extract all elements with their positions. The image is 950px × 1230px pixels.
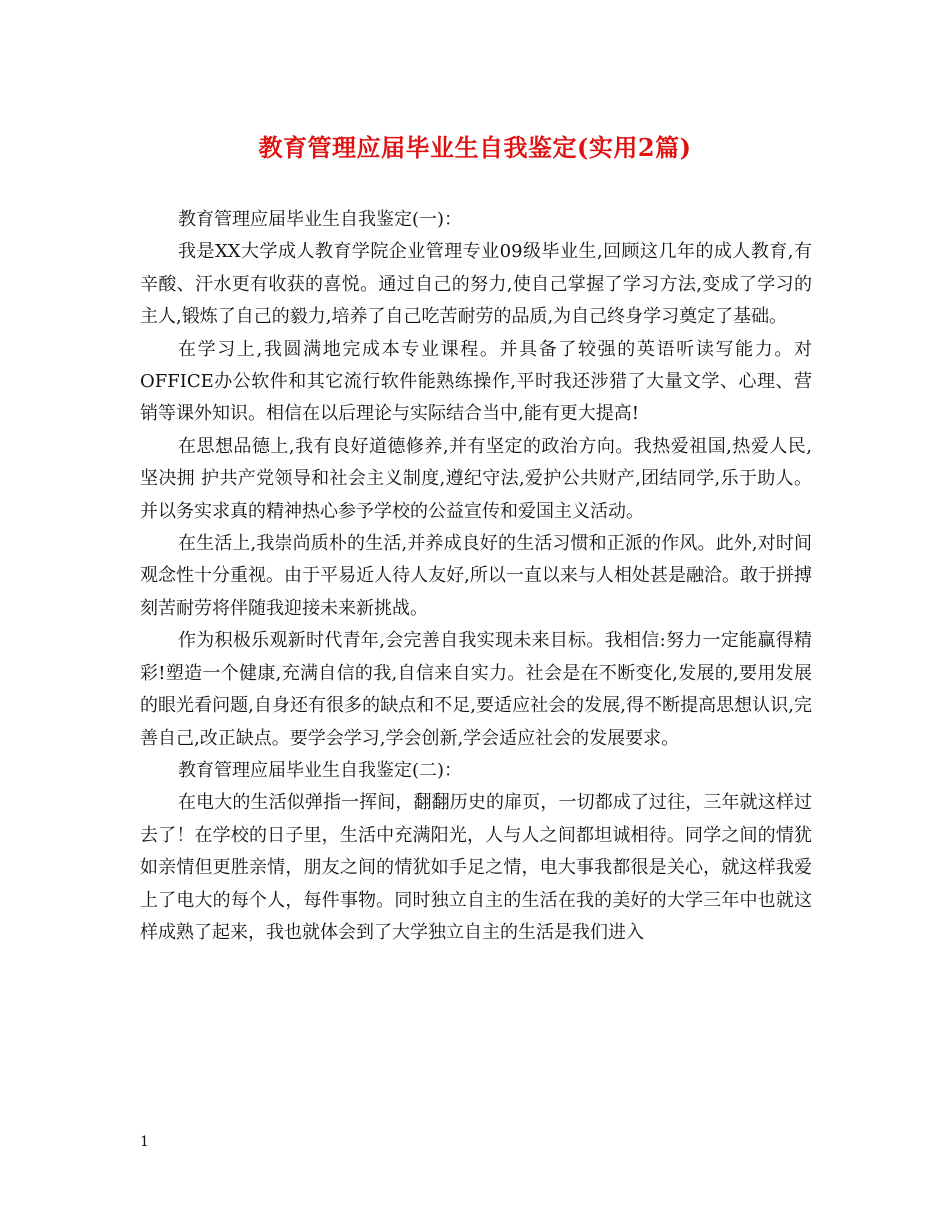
section-heading-2: 教育管理应届毕业生自我鉴定(二)： — [178, 759, 463, 781]
page-number: 1 — [140, 1134, 149, 1150]
document-title: 教育管理应届毕业生自我鉴定(实用2篇) — [258, 133, 692, 162]
paragraph-future: 作为积极乐观新时代青年,会完善自我实现未来目标。我相信:努力一定能赢得精彩!塑造一个健康,充满自信的我,自信来自实力。社会是在不断变化,发展的,要用发展的眼光看问题,自身还有很多的缺点和不足,要适应社会的发展,得不断提高思想认识,完善自己,改正缺点。要学会学习,学会创新,学会适应社会的发展要求。 — [140, 630, 812, 749]
paragraph-life: 在生活上,我崇尚质朴的生活,并养成良好的生活习惯和正派的作风。此外,对时间观念性十分重视。由于平易近人待人友好,所以一直以来与人相处甚是融洽。敢于拼搏刻苦耐劳将伴随我迎接未来新挑战。 — [140, 533, 812, 619]
paragraph-morality: 在思想品德上,我有良好道德修养,并有坚定的政治方向。我热爱祖国,热爱人民,坚决拥 护共产党领导和社会主义制度,遵纪守法,爱护公共财产,团结同学,乐于助人。并以务实求真的精神热心参予学校的公益宣传和爱国主义活动。 — [140, 435, 812, 522]
document-body — [140, 204, 812, 949]
paragraph-university-life: 在电大的生活似弹指一挥间，翻翻历史的扉页，一切都成了过往，三年就这样过去了！在学校的日子里，生活中充满阳光，人与人之间都坦诚相待。同学之间的情犹如亲情但更胜亲情，朋友之间的情犹如手足之情，电大事我都很是关心，就这样我爱上了电大的每个人，每件事物。同时独立自主的生活在我的美好的大学三年中也就这样成熟了起来，我也就体会到了大学独立自主的生活是我们进入 — [140, 792, 812, 943]
section-heading-1: 教育管理应届毕业生自我鉴定(一)： — [178, 209, 463, 230]
paragraph-study: 在学习上,我圆满地完成本专业课程。并具备了较强的英语听读写能力。对OFFICE办公软件和其它流行软件能熟练操作,平时我还涉猎了大量文学、心理、营销等课外知识。相信在以后理论与实际结合当中,能有更大提高! — [140, 338, 812, 425]
paragraph-intro: 我是XX大学成人教育学院企业管理专业09级毕业生,回顾这几年的成人教育,有辛酸、汗水更有收获的喜悦。通过自己的努力,使自己掌握了学习方法,变成了学习的主人,锻炼了自己的毅力,培养了自己吃苦耐劳的品质,为自己终身学习奠定了基础。 — [140, 241, 812, 328]
